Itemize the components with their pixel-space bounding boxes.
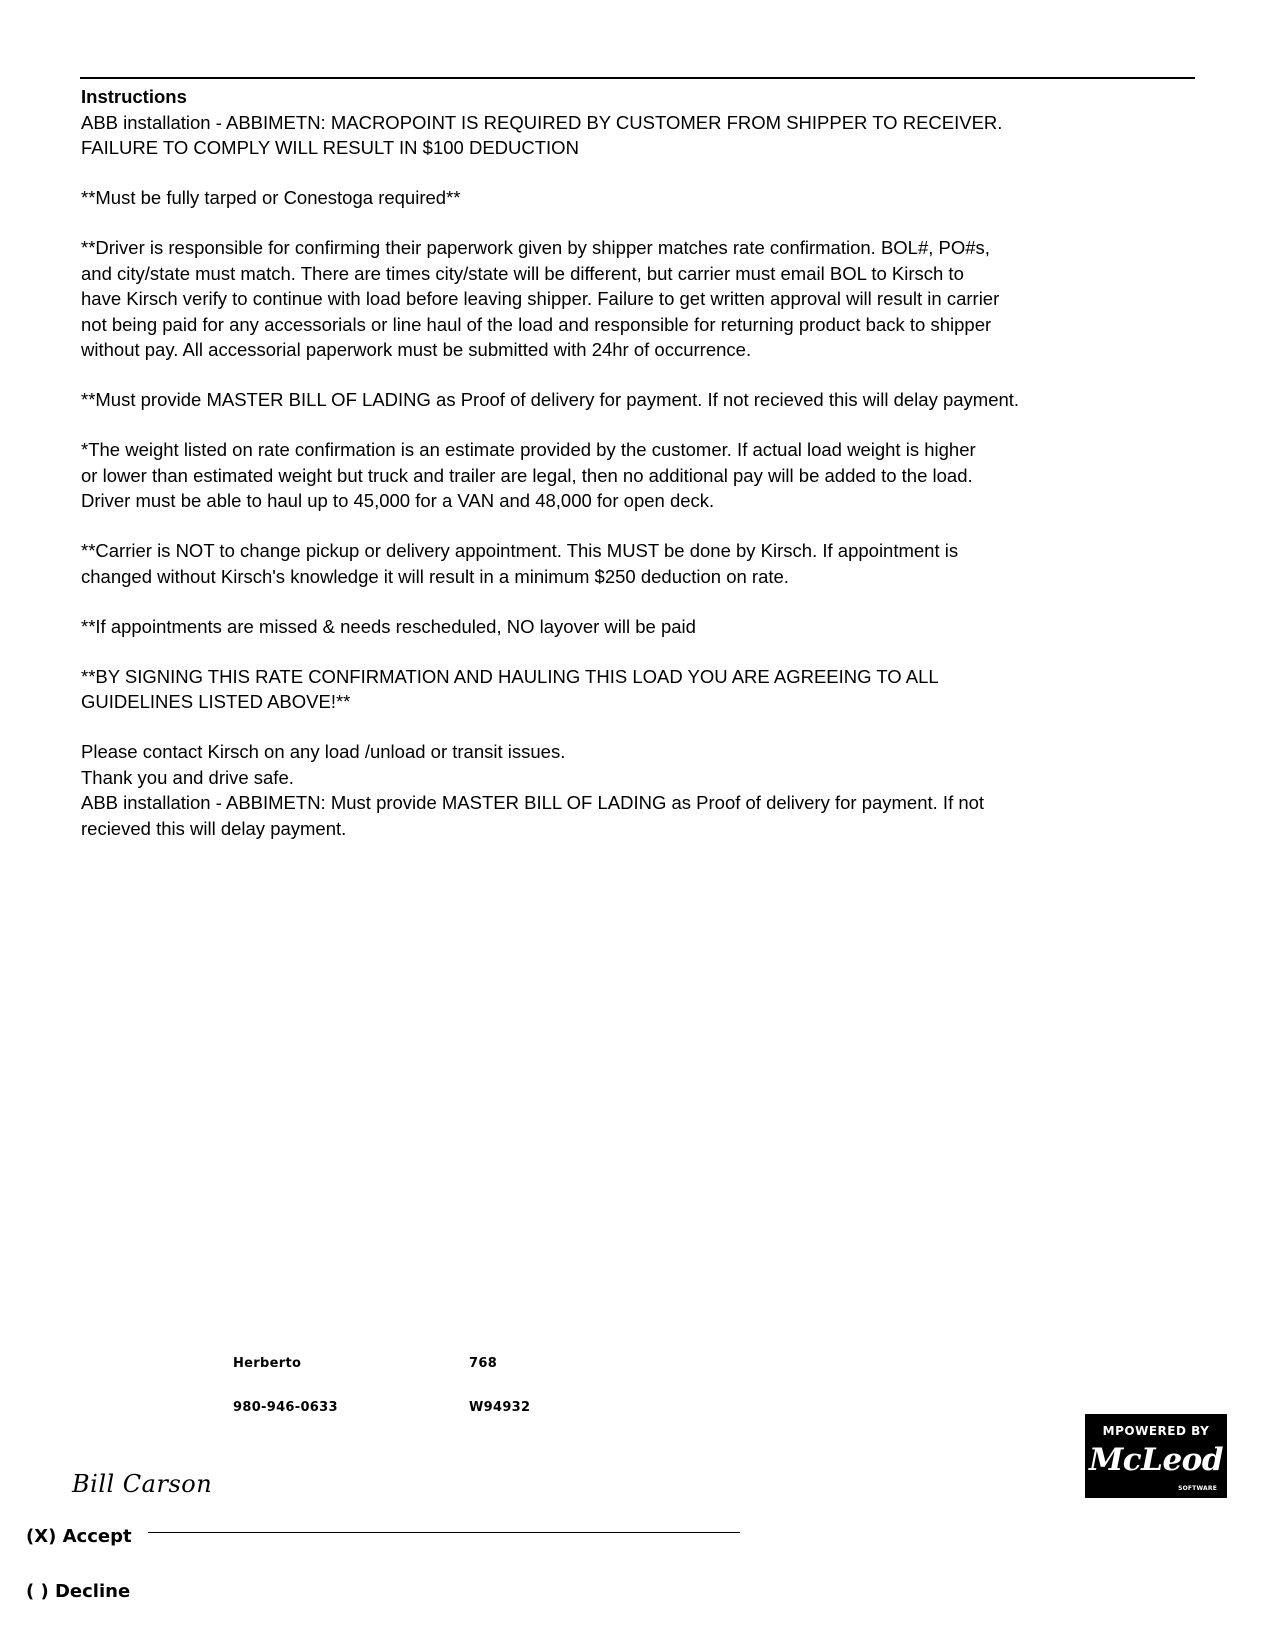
instruction-paragraph [81,110,1221,161]
instruction-paragraph [81,614,1221,640]
instruction-line: changed without Kirsch's knowledge it will result in a minimum $250 deduction on rate. [81,565,789,587]
instruction-line: recieved this will delay payment. [81,817,347,839]
driver-phone: 980-946-0633 [233,1400,338,1415]
instruction-paragraph [81,387,1221,413]
instruction-paragraph [81,185,1221,211]
instruction-line: and city/state must match. There are times city/state will be different, but carrier must email BOL to Kirsch to [81,262,964,284]
instruction-line: *The weight listed on rate confirmation is an estimate provided by the customer. If actual load weight is higher [81,439,976,460]
instruction-paragraph [81,538,1221,589]
accept-option[interactable]: (X) Accept [26,1526,132,1547]
instruction-paragraph [81,739,1221,841]
instruction-line: not being paid for any accessorials or line haul of the load and responsible for returning product back to shipper [81,313,992,335]
instruction-paragraph [81,664,1221,715]
instruction-line: **Carrier is NOT to change pickup or delivery appointment. This MUST be done by Kirsch. If appointment is [81,540,959,561]
instruction-line: **Must provide MASTER BILL OF LADING as Proof of delivery for payment. If not recieved this will delay payment. [81,389,1020,410]
instruction-line: **Must be fully tarped or Conestoga required** [81,187,461,208]
signature-line [148,1532,740,1533]
instruction-line: **BY SIGNING THIS RATE CONFIRMATION AND HAULING THIS LOAD YOU ARE AGREEING TO ALL [81,665,939,687]
instruction-line: ABB installation - ABBIMETN: MACROPOINT IS REQUIRED BY CUSTOMER FROM SHIPPER TO RECEIVER. [81,111,1003,133]
instruction-line: have Kirsch verify to continue with load before leaving shipper. Failure to get written approval will result in carrier [81,288,1000,309]
mcleod-logo [1085,1414,1227,1498]
instruction-paragraph [81,437,1221,514]
instruction-line: ABB installation - ABBIMETN: Must provide MASTER BILL OF LADING as Proof of delivery for payment. If not [81,792,985,813]
instruction-line: **Driver is responsible for confirming their paperwork given by shipper matches rate confirmation. BOL#, PO#s, [81,237,990,258]
instruction-line: Thank you and drive safe. [81,766,294,788]
truck-number: 768 [469,1356,498,1371]
instructions-body [81,110,1221,842]
logo-sub-text: SOFTWARE [1178,1485,1217,1492]
instruction-paragraph [81,235,1221,363]
instruction-line: Please contact Kirsch on any load /unload or transit issues. [81,741,566,762]
logo-brand-text: McLeod [1088,1442,1224,1478]
logo-powered-text: MPOWERED BY [1102,1424,1210,1438]
header-rule [80,77,1195,79]
signature: Bill Carson [72,1470,213,1498]
instruction-line: **If appointments are missed & needs rescheduled, NO layover will be paid [81,615,696,637]
driver-name: Herberto [233,1356,302,1371]
instruction-line: or lower than estimated weight but truck and trailer are legal, then no additional pay will be added to the load. [81,464,973,486]
instruction-line: GUIDELINES LISTED ABOVE!** [81,691,351,712]
instruction-line: without pay. All accessorial paperwork must be submitted with 24hr of occurrence. [81,339,752,360]
instructions-section [81,84,1221,866]
instructions-heading: Instructions [81,86,187,107]
decline-option[interactable]: ( ) Decline [26,1581,131,1602]
instruction-line: FAILURE TO COMPLY WILL RESULT IN $100 DEDUCTION [81,137,579,158]
trailer-number: W94932 [469,1400,531,1415]
instruction-line: Driver must be able to haul up to 45,000 for a VAN and 48,000 for open deck. [81,490,715,511]
